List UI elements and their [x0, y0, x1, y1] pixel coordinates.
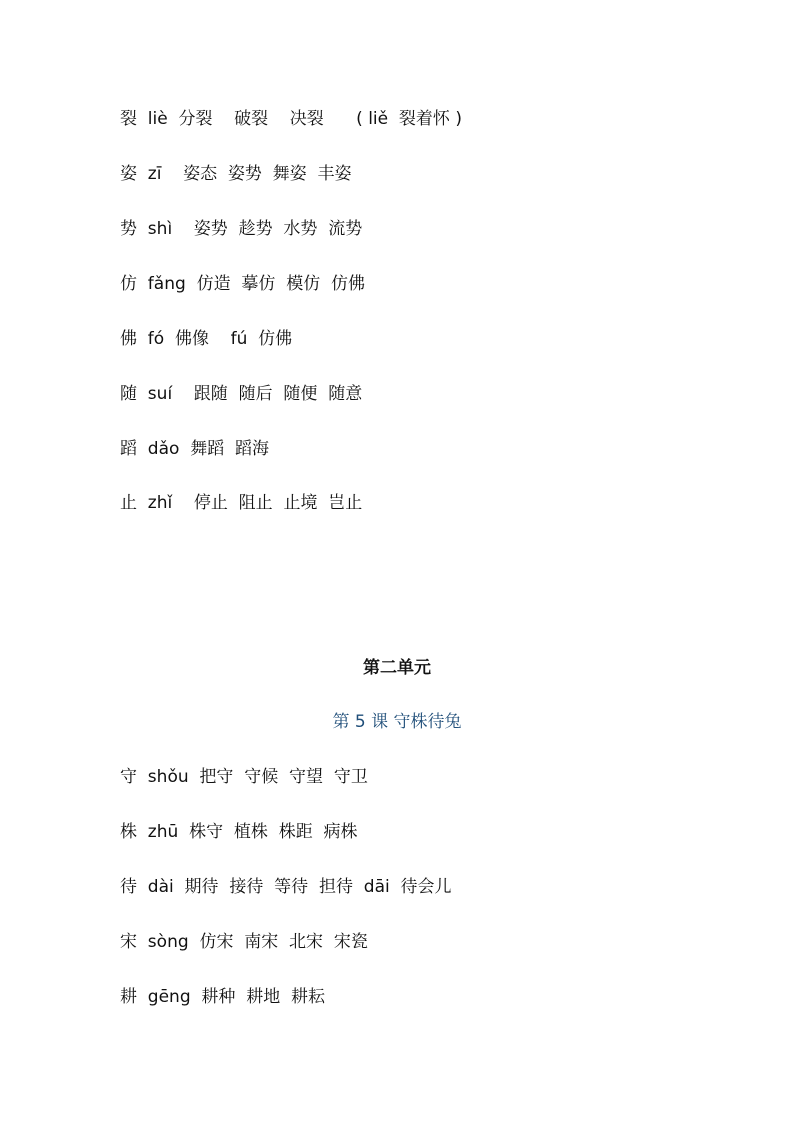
vocab-entry-shi: 势 shì 姿势 趁势 水势 流势	[120, 219, 363, 239]
vocab-entry-geng: 耕 gēng 耕种 耕地 耕耘	[120, 987, 326, 1007]
vocab-entry-song: 宋 sòng 仿宋 南宋 北宋 宋瓷	[120, 932, 368, 952]
vocab-entry-dao: 蹈 dǎo 舞蹈 蹈海	[120, 439, 270, 459]
vocab-entry-fang: 仿 fǎng 仿造 摹仿 模仿 仿佛	[120, 274, 366, 294]
vocab-entry-lie: 裂 liè 分裂 破裂 决裂 ( liě 裂着怀 )	[120, 109, 462, 129]
vocab-entry-zhu: 株 zhū 株守 植株 株距 病株	[120, 822, 358, 842]
vocab-entry-sui: 随 suí 跟随 随后 随便 随意	[120, 384, 363, 404]
lesson-title: 第 5 课 守株待兔	[332, 712, 462, 732]
vocab-entry-zhi: 止 zhǐ 停止 阻止 止境 岂止	[120, 493, 363, 513]
unit-title: 第二单元	[363, 658, 431, 678]
vocab-entry-dai: 待 dài 期待 接待 等待 担待 dāi 待会儿	[120, 877, 452, 897]
vocab-entry-shou: 守 shǒu 把守 守候 守望 守卫	[120, 767, 368, 787]
vocab-entry-fo: 佛 fó 佛像 fú 仿佛	[120, 329, 293, 349]
vocab-entry-zi: 姿 zī 姿态 姿势 舞姿 丰姿	[120, 164, 352, 184]
